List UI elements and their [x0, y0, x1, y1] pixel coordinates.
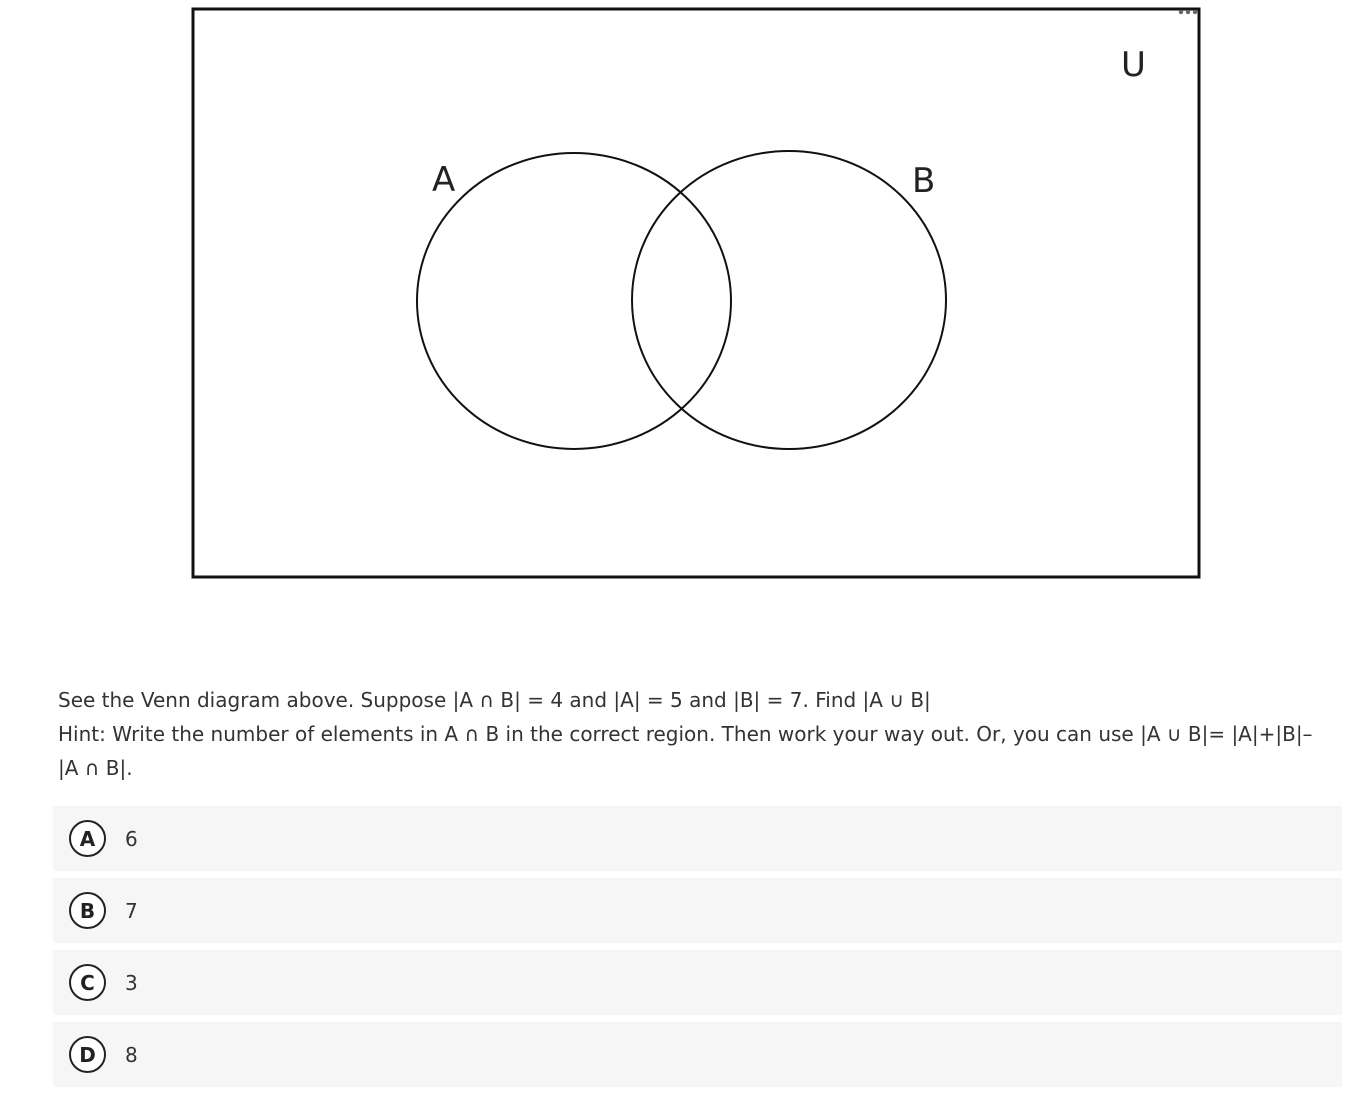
option-d-letter: D	[69, 1036, 106, 1073]
set-b-circle	[632, 151, 946, 449]
option-c[interactable]	[53, 950, 1342, 1015]
set-a-circle	[417, 153, 731, 449]
option-b[interactable]	[53, 878, 1342, 943]
option-b-value: 7	[125, 898, 138, 923]
question-prompt: See the Venn diagram above. Suppose |A ∩ B| = 4 and |A| = 5 and |B| = 7. Find |A ∪ B|	[58, 688, 931, 712]
option-d[interactable]	[53, 1022, 1342, 1087]
option-c-letter: C	[69, 964, 106, 1001]
option-a-letter: A	[69, 820, 106, 857]
universe-rectangle	[193, 9, 1199, 577]
question-hint: Hint: Write the number of elements in A ∩ B in the correct region. Then work your way out. Or, you can use |A ∪ B|= |A|+|B|– |A ∩ B|.	[58, 722, 1313, 780]
set-a-label: A	[432, 160, 456, 200]
option-b-letter: B	[69, 892, 106, 929]
more-options-icon[interactable]	[1179, 10, 1197, 14]
question-text	[58, 683, 1338, 785]
option-a[interactable]	[53, 806, 1342, 871]
option-c-value: 3	[125, 970, 138, 995]
option-d-value: 8	[125, 1042, 138, 1067]
option-a-value: 6	[125, 826, 138, 851]
set-b-label: B	[912, 161, 936, 201]
universe-label: U	[1121, 45, 1146, 85]
answer-options	[53, 806, 1342, 1094]
